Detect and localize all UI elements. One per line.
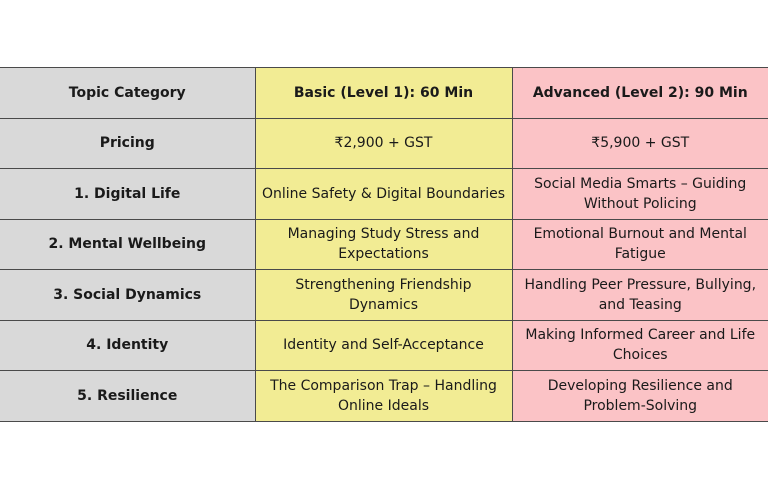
table-row-resilience bbox=[0, 371, 768, 422]
comparison-table-container bbox=[0, 67, 768, 422]
row-basic-cell: The Comparison Trap – Handling Online Ideals bbox=[255, 371, 512, 422]
row-topic-cell: Pricing bbox=[0, 118, 255, 169]
table-row-identity bbox=[0, 320, 768, 371]
row-basic-cell: Online Safety & Digital Boundaries bbox=[255, 169, 512, 220]
header-advanced-level: Advanced (Level 2): 90 Min bbox=[512, 68, 768, 119]
row-advanced-cell: Emotional Burnout and Mental Fatigue bbox=[512, 219, 768, 270]
row-basic-cell: Identity and Self-Acceptance bbox=[255, 320, 512, 371]
row-basic-cell: Strengthening Friendship Dynamics bbox=[255, 270, 512, 321]
table-row-mental-wellbeing bbox=[0, 219, 768, 270]
table-header-row bbox=[0, 68, 768, 119]
row-topic-cell: 5. Resilience bbox=[0, 371, 255, 422]
table-row-pricing bbox=[0, 118, 768, 169]
program-comparison-table bbox=[0, 67, 768, 422]
row-basic-cell: Managing Study Stress and Expectations bbox=[255, 219, 512, 270]
row-advanced-cell: Handling Peer Pressure, Bullying, and Teasing bbox=[512, 270, 768, 321]
row-advanced-cell: Making Informed Career and Life Choices bbox=[512, 320, 768, 371]
header-topic-category: Topic Category bbox=[0, 68, 255, 119]
row-advanced-cell: ₹5,900 + GST bbox=[512, 118, 768, 169]
table-row-digital-life bbox=[0, 169, 768, 220]
row-topic-cell: 3. Social Dynamics bbox=[0, 270, 255, 321]
row-topic-cell: 1. Digital Life bbox=[0, 169, 255, 220]
row-advanced-cell: Developing Resilience and Problem-Solving bbox=[512, 371, 768, 422]
header-basic-level: Basic (Level 1): 60 Min bbox=[255, 68, 512, 119]
row-advanced-cell: Social Media Smarts – Guiding Without Policing bbox=[512, 169, 768, 220]
row-topic-cell: 2. Mental Wellbeing bbox=[0, 219, 255, 270]
row-topic-cell: 4. Identity bbox=[0, 320, 255, 371]
row-basic-cell: ₹2,900 + GST bbox=[255, 118, 512, 169]
table-row-social-dynamics bbox=[0, 270, 768, 321]
